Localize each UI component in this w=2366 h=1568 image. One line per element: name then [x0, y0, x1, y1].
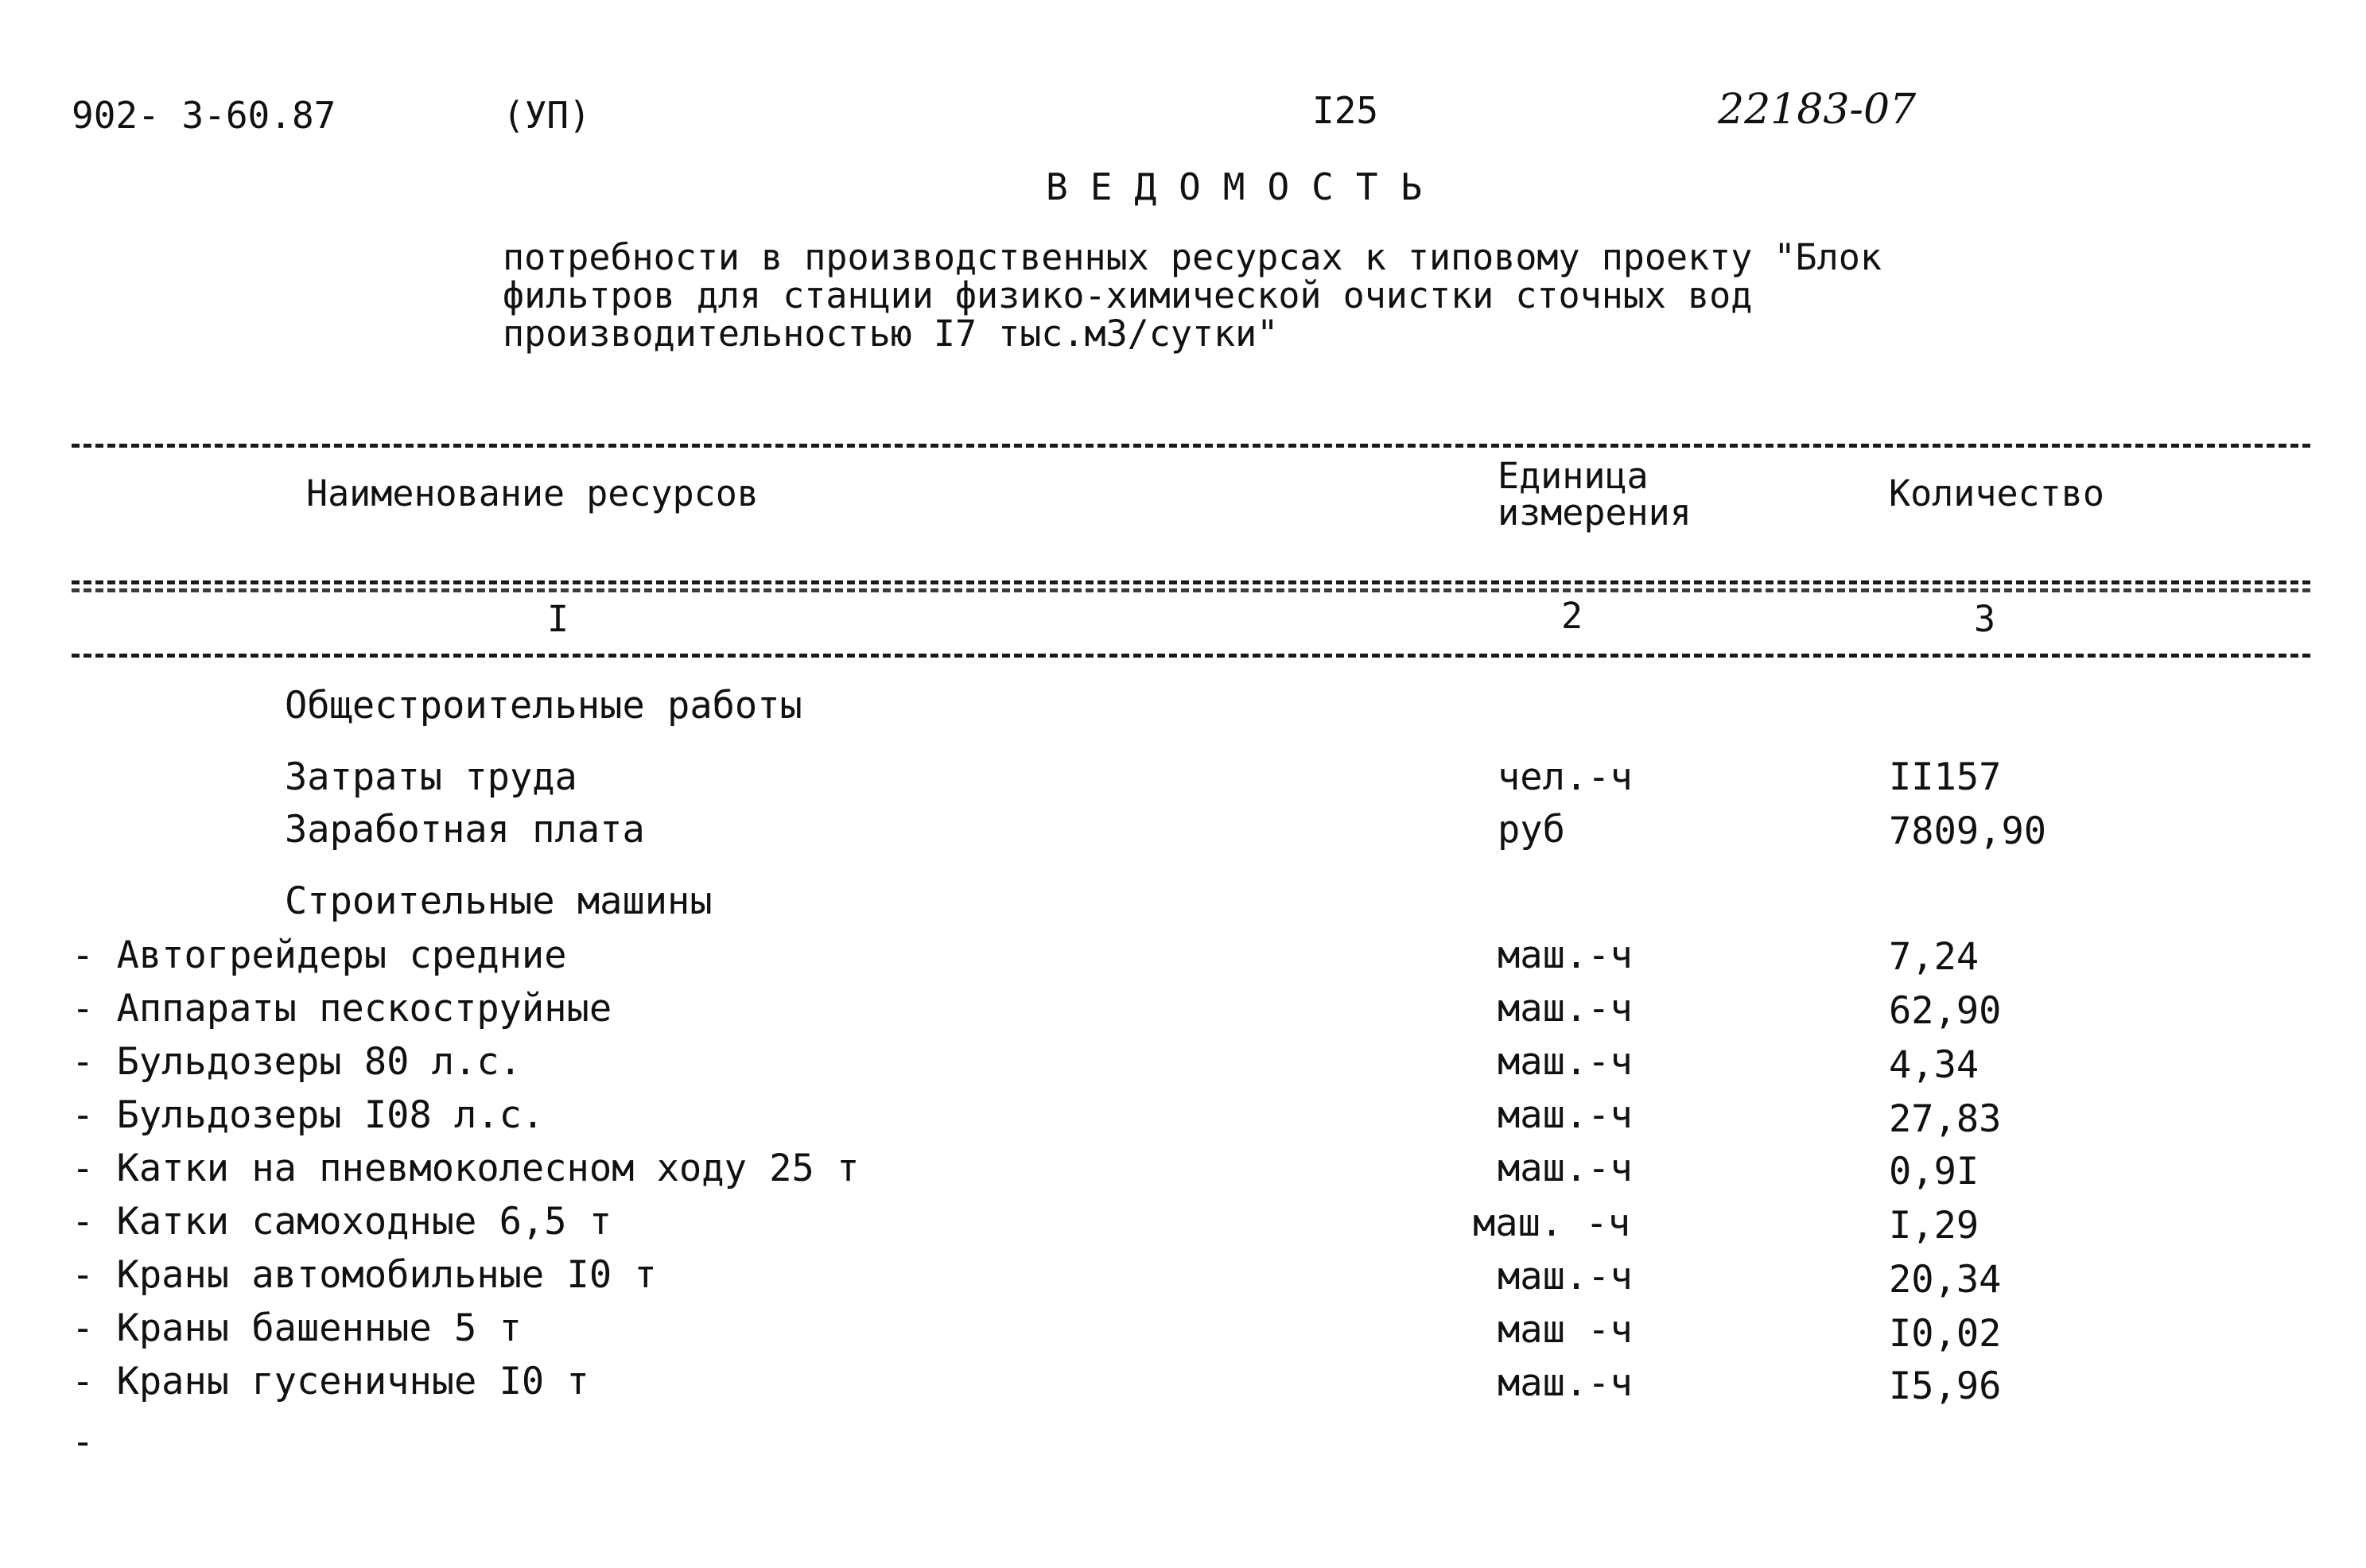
row-name: Заработная плата: [285, 808, 645, 852]
row-quantity: 62,90: [1889, 989, 2002, 1033]
row-name: Затраты труда: [285, 755, 577, 799]
row-quantity: I0,02: [1889, 1312, 2002, 1356]
row-name: - Краны башенные 5 т: [72, 1306, 522, 1350]
row-quantity: 27,83: [1889, 1097, 2002, 1141]
column-header-quantity: Количество: [1889, 472, 2104, 514]
row-name: - Краны гусеничные I0 т: [72, 1360, 589, 1403]
section-title: Строительные машины: [285, 879, 713, 923]
trailing-dash: -: [72, 1420, 95, 1464]
column-number-2: 2: [1561, 595, 1583, 637]
column-header-unit: Единица измерения: [1498, 455, 1692, 534]
row-unit: маш.-ч: [1498, 1147, 1633, 1190]
row-quantity: 7,24: [1889, 935, 1979, 979]
row-unit: маш.-ч: [1498, 1255, 1633, 1298]
column-number-1: I: [547, 598, 569, 640]
row-quantity: 7809,90: [1889, 809, 2047, 853]
row-quantity: 0,9I: [1889, 1150, 1979, 1193]
row-quantity: I5,96: [1889, 1364, 2002, 1408]
row-unit: маш.-ч: [1498, 933, 1633, 977]
row-unit: маш.-ч: [1498, 987, 1633, 1030]
section-title: Общестроительные работы: [285, 684, 802, 728]
table-header-rule-secondary: [72, 588, 2310, 592]
document-part: (УП): [503, 94, 591, 137]
row-name: - Бульдозеры 80 л.с.: [72, 1040, 522, 1084]
row-name: - Краны автомобильные I0 т: [72, 1253, 657, 1297]
row-quantity: II157: [1889, 755, 2002, 799]
row-unit: маш.-ч: [1498, 1040, 1633, 1084]
row-unit: маш. -ч: [1473, 1201, 1631, 1245]
row-quantity: I,29: [1889, 1204, 1979, 1248]
page-title: ВЕДОМОСТЬ: [1046, 165, 1445, 208]
sheet-number: 22183-07: [1718, 86, 1917, 134]
row-name: - Аппараты пескоструйные: [72, 987, 612, 1030]
table-header-rule: [72, 580, 2310, 584]
row-name: - Катки на пневмоколесном ходу 25 т: [72, 1147, 860, 1190]
row-name: - Автогрейдеры средние: [72, 933, 567, 977]
row-unit: маш.-ч: [1498, 1093, 1633, 1137]
row-name: - Катки самоходные 6,5 т: [72, 1200, 612, 1244]
document-code: 902- 3-60.87: [72, 94, 336, 137]
row-unit: маш.-ч: [1498, 1361, 1633, 1405]
table-columns-rule: [72, 654, 2310, 658]
row-unit: руб: [1498, 808, 1565, 852]
page-number: I25: [1312, 89, 1379, 132]
row-quantity: 4,34: [1889, 1043, 1979, 1087]
column-number-3: 3: [1974, 598, 1996, 640]
page-subtitle: потребности в производственных ресурсах к типовому проекту "Блок фильтров для станции физико-химической очистки сточных вод производительностью I7 тыс.м3/сутки": [503, 236, 1882, 355]
table-top-rule: [72, 444, 2310, 448]
row-unit: чел.-ч: [1498, 755, 1633, 799]
row-quantity: 20,34: [1889, 1258, 2002, 1302]
column-header-name: Наименование ресурсов: [306, 472, 759, 514]
row-unit: маш -ч: [1498, 1308, 1633, 1352]
row-name: - Бульдозеры I08 л.с.: [72, 1093, 545, 1137]
